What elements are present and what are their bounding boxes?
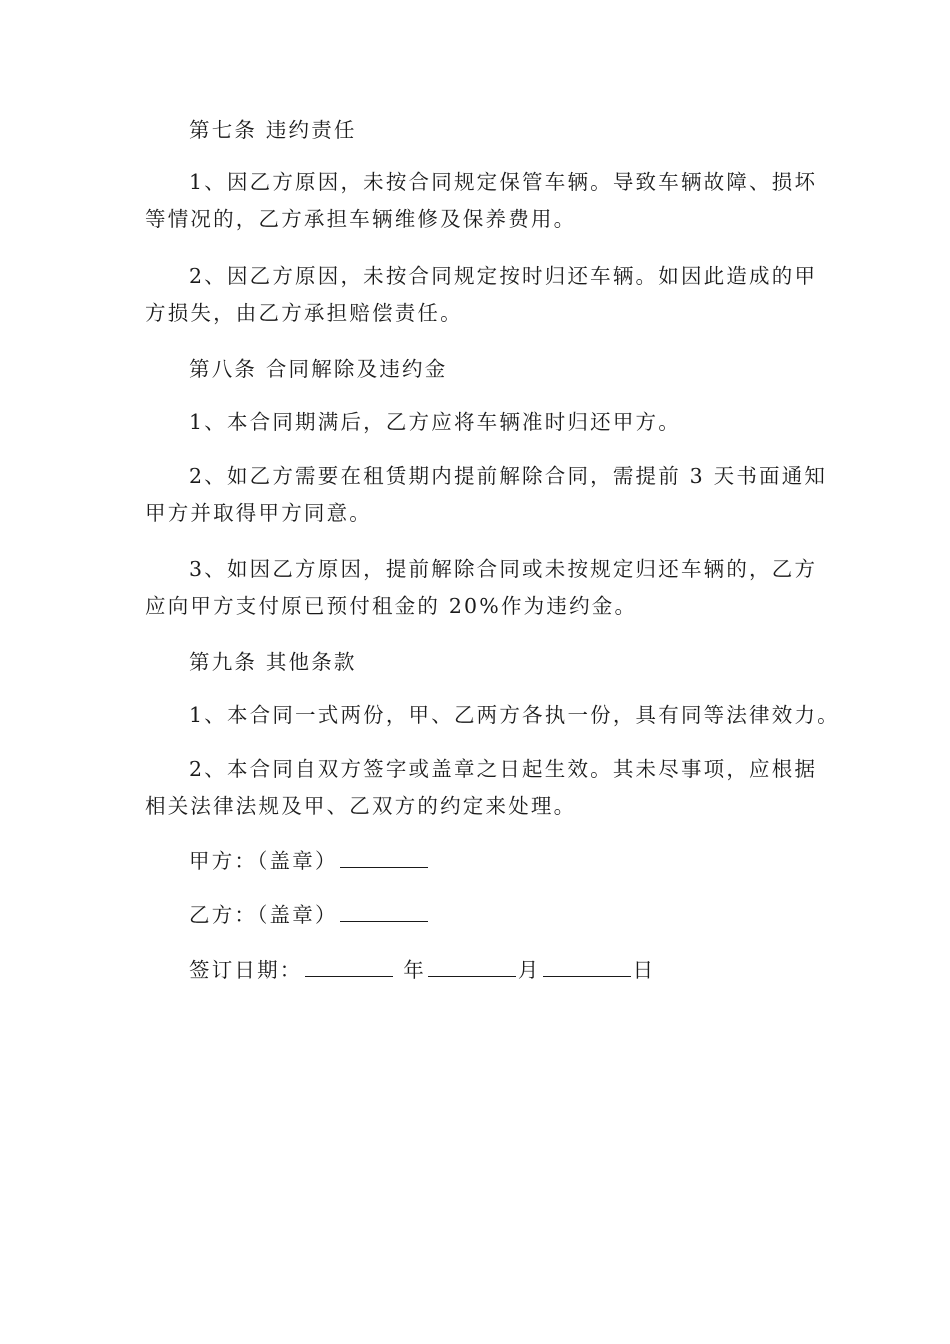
article8-clause2-line1: 2、如乙方需要在租赁期内提前解除合同，需提前 3 天书面通知 [189,464,828,488]
article8-clause3-line2: 应向甲方支付原已预付租金的 20%作为违约金。 [145,594,638,618]
article9-clause2 [145,751,818,825]
year-blank [305,954,393,977]
day-label: 日 [632,958,656,982]
article8-heading: 第八条 合同解除及违约金 [189,357,448,381]
article8-clause1 [145,404,805,441]
article7-clause2-line2: 方损失，由乙方承担赔偿责任。 [145,301,463,325]
article9-clause1 [145,697,840,734]
article9-clause1-line1: 1、本合同一式两份，甲、乙两方各执一份，具有同等法律效力。 [189,703,840,727]
article7-clause2 [145,258,818,332]
article7-clause1 [145,164,818,238]
date-label: 签订日期： [189,958,303,982]
party-a-signature [189,843,849,880]
party-a-seal-blank [340,845,428,868]
article9-clause2-line1: 2、本合同自双方签字或盖章之日起生效。其未尽事项，应根据 [189,757,818,781]
article7-heading: 第七条 违约责任 [189,118,357,142]
article7-clause1-line1: 1、因乙方原因，未按合同规定保管车辆。导致车辆故障、损坏 [189,170,818,194]
article7-clause2-line1: 2、因乙方原因，未按合同规定按时归还车辆。如因此造成的甲 [189,264,818,288]
article8-clause2 [145,458,828,532]
party-a-label: 甲方：（盖章） [189,849,338,873]
month-blank [428,954,516,977]
year-label: 年 [403,958,426,982]
party-b-signature [189,897,849,934]
party-b-seal-blank [340,899,428,922]
article7-clause1-line2: 等情况的，乙方承担车辆维修及保养费用。 [145,207,577,231]
article8-clause1-line1: 1、本合同期满后，乙方应将车辆准时归还甲方。 [189,410,681,434]
article8-clause3 [145,551,818,625]
day-blank [543,954,631,977]
article8-clause2-line2: 甲方并取得甲方同意。 [145,501,372,525]
party-b-label: 乙方：（盖章） [189,903,338,927]
article9-heading: 第九条 其他条款 [189,650,357,674]
signing-date [189,952,849,989]
article8-clause3-line1: 3、如因乙方原因，提前解除合同或未按规定归还车辆的，乙方 [189,557,818,581]
article9-clause2-line2: 相关法律法规及甲、乙双方的约定来处理。 [145,794,577,818]
month-label: 月 [517,958,541,982]
